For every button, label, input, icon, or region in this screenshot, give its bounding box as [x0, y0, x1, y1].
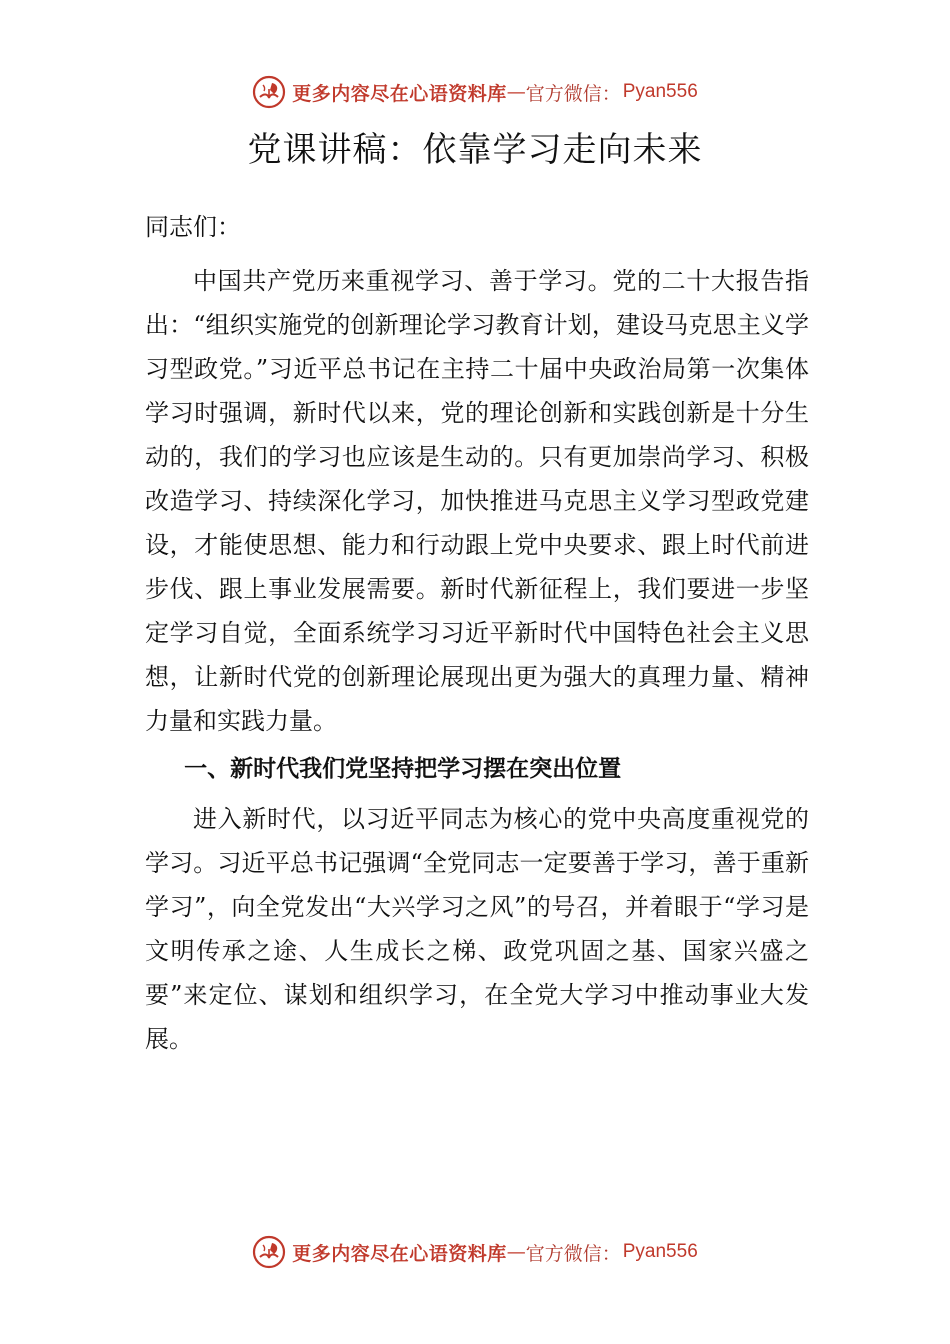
watermark-dash: — — [506, 81, 526, 103]
section-heading-1: 一、新时代我们党坚持把学习摆在突出位置 — [184, 756, 622, 782]
body-paragraph-2: 进入新时代，以习近平同志为核心的党中央高度重视党的学习。习近平总书记强调“全党同志一定要善于学习，善于重新学习”，向全党发出“大兴学习之风”的号召，并着眼于“学习是文明传承之途、人生成长之梯、政党巩固之基、国家兴盛之要”来定位、谋划和组织学习，在全党大学习中推动事业大发展。 — [145, 805, 809, 1053]
watermark-wechat-label: 官方微信： — [525, 1242, 621, 1265]
watermark-wechat-label: 官方微信： — [525, 82, 621, 105]
book-quill-logo-icon — [252, 75, 286, 109]
watermark-wechat-account: Pyan556 — [622, 1241, 698, 1262]
header-watermark-banner — [0, 72, 950, 112]
footer-watermark-banner — [0, 1232, 950, 1272]
document-title: 党课讲稿：依靠学习走向未来 — [247, 130, 703, 170]
watermark-dash: — — [506, 1241, 526, 1263]
body-paragraph-1: 中国共产党历来重视学习、善于学习。党的二十大报告指出：“组织实施党的创新理论学习教育计划，建设马克思主义学习型政党。”习近平总书记在主持二十届中央政治局第一次集体学习时强调，新时代以来，党的理论创新和实践创新是十分生动的，我们的学习也应该是生动的。只有更加崇尚学习、积极改造学习、持续深化学习，加快推进马克思主义学习型政党建设，才能使思想、能力和行动跟上党中央要求、跟上时代前进步伐、跟上事业发展需要。新时代新征程上，我们要进一步坚定学习自觉，全面系统学习习近平新时代中国特色社会主义思想，让新时代党的创新理论展现出更为强大的真理力量、精神力量和实践力量。 — [145, 267, 809, 735]
document-body — [145, 205, 809, 1061]
watermark-brand-text: 更多内容尽在心语资料库 — [292, 1242, 507, 1265]
watermark-wechat-account: Pyan556 — [622, 81, 698, 102]
watermark-brand-text: 更多内容尽在心语资料库 — [292, 82, 507, 105]
book-quill-logo-icon — [252, 1235, 286, 1269]
greeting-line: 同志们： — [145, 213, 241, 241]
